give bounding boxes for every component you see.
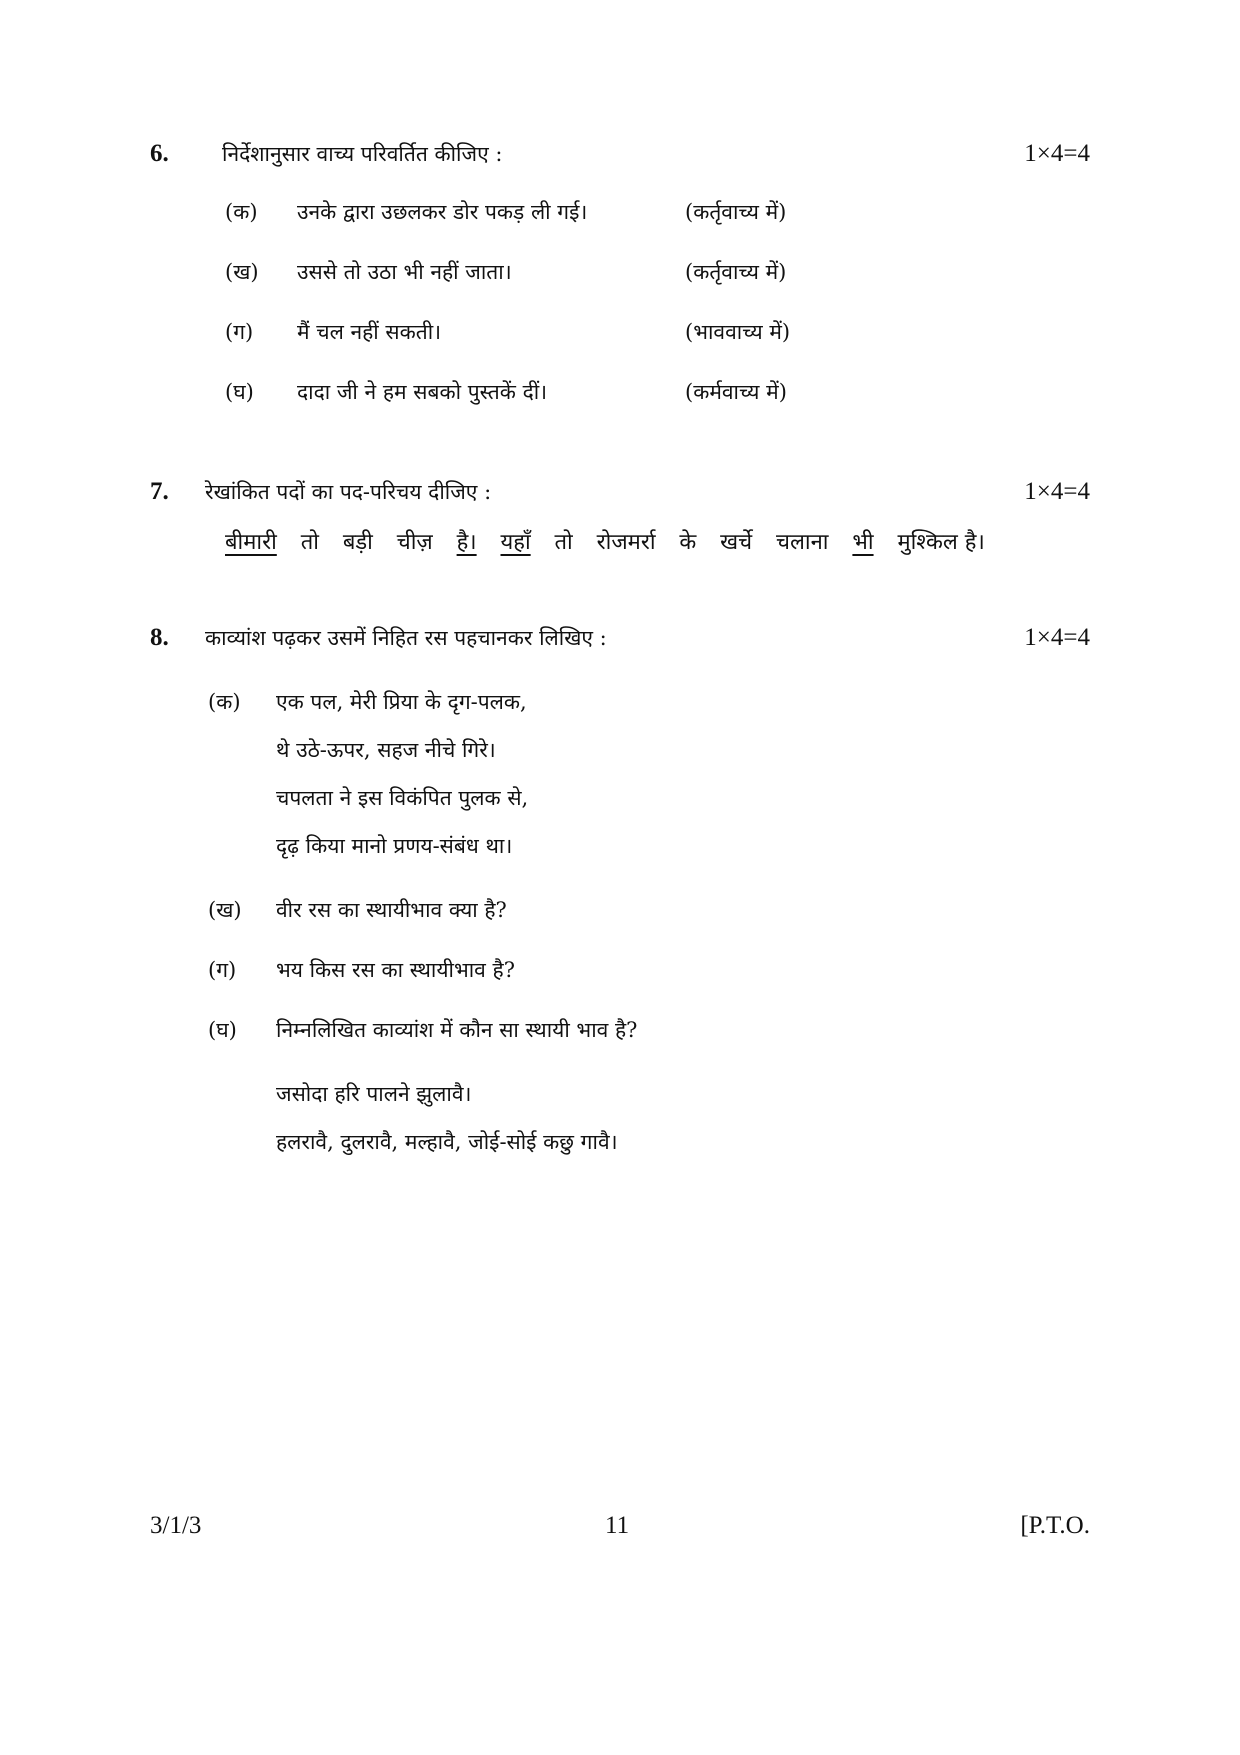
sentence-word: खर्चे xyxy=(720,530,753,555)
item-label: (घ) xyxy=(208,1018,237,1042)
question-number: 8. xyxy=(150,624,169,651)
underlined-word: भी xyxy=(852,530,874,555)
item-label: (क) xyxy=(208,690,241,714)
item-text: उनके द्वारा उछलकर डोर पकड़ ली गई। xyxy=(297,200,588,224)
question-number: 6. xyxy=(150,140,169,167)
voice-instruction: (कर्तृवाच्य में) xyxy=(685,260,787,284)
question-text: काव्यांश पढ़कर उसमें निहित रस पहचानकर लिखिए : xyxy=(205,626,607,650)
marks: 1×4=4 xyxy=(1024,478,1090,505)
sentence-word: के xyxy=(679,530,697,555)
voice-instruction: (कर्मवाच्य में) xyxy=(685,380,787,404)
item-text: निम्नलिखित काव्यांश में कौन सा स्थायी भाव है? xyxy=(276,1018,638,1042)
item-text: दादा जी ने हम सबको पुस्तकें दीं। xyxy=(297,380,548,404)
poem-line: जसोदा हरि पालने झुलावै। xyxy=(276,1082,472,1106)
item-label: (क) xyxy=(225,200,258,224)
sentence-word: रोजमर्रा xyxy=(596,530,656,555)
poem-line: दृढ़ किया मानो प्रणय-संबंध था। xyxy=(276,834,513,858)
item-label: (घ) xyxy=(225,380,254,404)
underlined-word: यहाँ xyxy=(500,530,531,555)
marks: 1×4=4 xyxy=(1024,140,1090,167)
item-label: (ग) xyxy=(208,958,237,982)
page-number: 11 xyxy=(605,1512,630,1539)
poem-line: हलरावै, दुलरावै, मल्हावै, जोई-सोई कछु गावै। xyxy=(276,1130,618,1154)
sentence-word: बड़ी xyxy=(342,530,373,555)
paper-code: 3/1/3 xyxy=(150,1512,202,1539)
voice-instruction: (भाववाच्य में) xyxy=(685,320,791,344)
question-text: निर्देशानुसार वाच्य परिवर्तित कीजिए : xyxy=(222,142,503,166)
item-text: उससे तो उठा भी नहीं जाता। xyxy=(297,260,512,284)
sentence-word: तो xyxy=(300,530,319,555)
item-label: (ख) xyxy=(208,898,242,922)
item-text: भय किस रस का स्थायीभाव है? xyxy=(276,958,515,982)
sentence-word: मुश्किल है। xyxy=(897,530,985,555)
sentence-word: चीज़ xyxy=(396,530,433,555)
voice-instruction: (कर्तृवाच्य में) xyxy=(685,200,787,224)
question-text: रेखांकित पदों का पद-परिचय दीजिए : xyxy=(205,480,492,504)
pto-note: [P.T.O. xyxy=(1020,1512,1090,1539)
poem-line: एक पल, मेरी प्रिया के दृग-पलक, xyxy=(276,690,527,714)
underlined-word: बीमारी xyxy=(225,530,277,555)
sentence-word: तो xyxy=(554,530,573,555)
underlined-word: है। xyxy=(456,530,477,555)
item-text: वीर रस का स्थायीभाव क्या है? xyxy=(276,898,507,922)
sentence-word: चलाना xyxy=(776,530,829,555)
poem-line: चपलता ने इस विकंपित पुलक से, xyxy=(276,786,529,810)
poem-line: थे उठे-ऊपर, सहज नीचे गिरे। xyxy=(276,738,496,762)
marks: 1×4=4 xyxy=(1024,624,1090,651)
underlined-sentence xyxy=(225,526,985,556)
question-number: 7. xyxy=(150,478,169,505)
item-text: मैं चल नहीं सकती। xyxy=(297,320,442,344)
item-label: (ख) xyxy=(225,260,259,284)
item-label: (ग) xyxy=(225,320,254,344)
